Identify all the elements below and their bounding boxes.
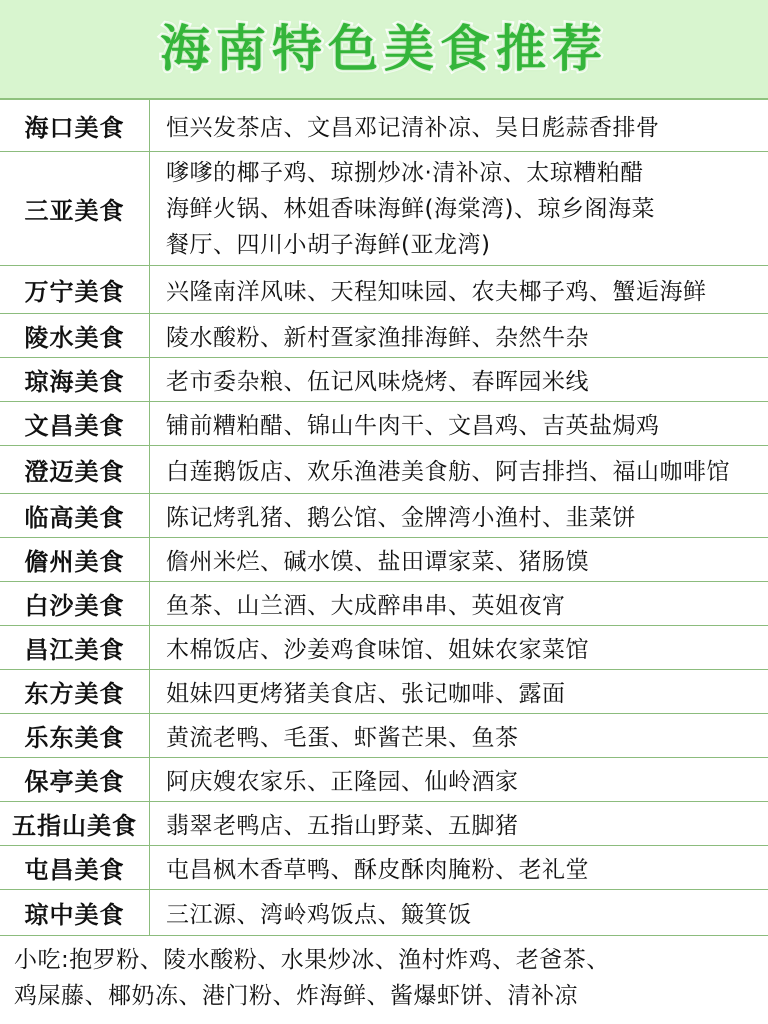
- food-list: 老市委杂粮、伍记风味烧烤、春晖园米线: [166, 369, 589, 395]
- region-label: 东方美食: [0, 670, 150, 713]
- region-label: 三亚美食: [0, 152, 150, 265]
- food-list-line: 餐厅、四川小胡子海鲜(亚龙湾): [166, 231, 491, 258]
- food-list: 白莲鹅饭店、欢乐渔港美食舫、阿吉排挡、福山咖啡馆: [166, 459, 730, 485]
- snacks-line: 鸡屎藤、椰奶冻、港门粉、炸海鲜、酱爆虾饼、清补凉: [14, 983, 578, 1009]
- table-row-ledong: [0, 714, 768, 758]
- region-label: 昌江美食: [0, 626, 150, 669]
- food-list: 三江源、湾岭鸡饭点、簸箕饭: [166, 902, 472, 928]
- table-row-lingshui: [0, 314, 768, 358]
- region-label: 乐东美食: [0, 714, 150, 757]
- food-list: 鱼茶、山兰酒、大成醉串串、英姐夜宵: [166, 593, 566, 619]
- table-row-haikou: [0, 100, 768, 152]
- table-row-lingao: [0, 494, 768, 538]
- table-row-changjiang: [0, 626, 768, 670]
- region-label: 保亭美食: [0, 758, 150, 801]
- food-list: 陵水酸粉、新村疍家渔排海鲜、杂然牛杂: [166, 325, 589, 351]
- food-list: 阿庆嫂农家乐、正隆园、仙岭酒家: [166, 769, 519, 795]
- table-row-danzhou: [0, 538, 768, 582]
- table-row-wuzhishan: [0, 802, 768, 846]
- table-row-wanning: [0, 266, 768, 314]
- region-label: 万宁美食: [0, 266, 150, 313]
- region-label: 儋州美食: [0, 538, 150, 581]
- table-row-dongfang: [0, 670, 768, 714]
- region-label: 琼海美食: [0, 358, 150, 401]
- region-label: 陵水美食: [0, 314, 150, 357]
- food-list: 姐妹四更烤猪美食店、张记咖啡、露面: [166, 681, 566, 707]
- food-list: 铺前糟粕醋、锦山牛肉干、文昌鸡、吉英盐焗鸡: [166, 413, 660, 439]
- title-banner: [0, 0, 768, 100]
- table-row-baoting: [0, 758, 768, 802]
- food-list-line: 海鲜火锅、林姐香味海鲜(海棠湾)、琼乡阁海菜: [166, 195, 655, 222]
- table-row-qionghai: [0, 358, 768, 402]
- region-label: 海口美食: [0, 100, 150, 151]
- food-list: 兴隆南洋风味、天程知味园、农夫椰子鸡、蟹逅海鲜: [166, 279, 707, 305]
- region-label: 澄迈美食: [0, 446, 150, 493]
- food-list: [150, 152, 768, 265]
- food-list: 木棉饭店、沙姜鸡食味馆、姐妹农家菜馆: [166, 637, 589, 663]
- food-list: 陈记烤乳猪、鹅公馆、金牌湾小渔村、韭菜饼: [166, 505, 636, 531]
- food-list: 黄流老鸭、毛蛋、虾酱芒果、鱼茶: [166, 725, 519, 751]
- region-label: 临高美食: [0, 494, 150, 537]
- region-label: 琼中美食: [0, 890, 150, 935]
- page-title: 海南特色美食推荐: [160, 20, 608, 78]
- table-row-tunchang: [0, 846, 768, 890]
- table-row-wenchang: [0, 402, 768, 446]
- region-label: 屯昌美食: [0, 846, 150, 889]
- region-label: 白沙美食: [0, 582, 150, 625]
- region-label: 文昌美食: [0, 402, 150, 445]
- table-row-baisha: [0, 582, 768, 626]
- region-label: 五指山美食: [0, 802, 150, 845]
- table-row-chengmai: [0, 446, 768, 494]
- food-list: 儋州米烂、碱水馍、盐田谭家菜、猪肠馍: [166, 549, 589, 575]
- snacks-line: 小吃:抱罗粉、陵水酸粉、水果炒冰、渔村炸鸡、老爸茶、: [14, 947, 610, 973]
- food-table: [0, 100, 768, 936]
- snacks-section: [0, 936, 768, 1018]
- table-row-qiongzhong: [0, 890, 768, 936]
- food-list-line: 嗲嗲的椰子鸡、琼捌炒冰·清补凉、太琼糟粕醋: [166, 159, 644, 186]
- food-list: 恒兴发茶店、文昌邓记清补凉、吴日彪蒜香排骨: [166, 115, 660, 141]
- food-list: 屯昌枫木香草鸭、酥皮酥肉腌粉、老礼堂: [166, 857, 589, 883]
- table-row-sanya: [0, 152, 768, 266]
- food-list: 翡翠老鸭店、五指山野菜、五脚猪: [166, 813, 519, 839]
